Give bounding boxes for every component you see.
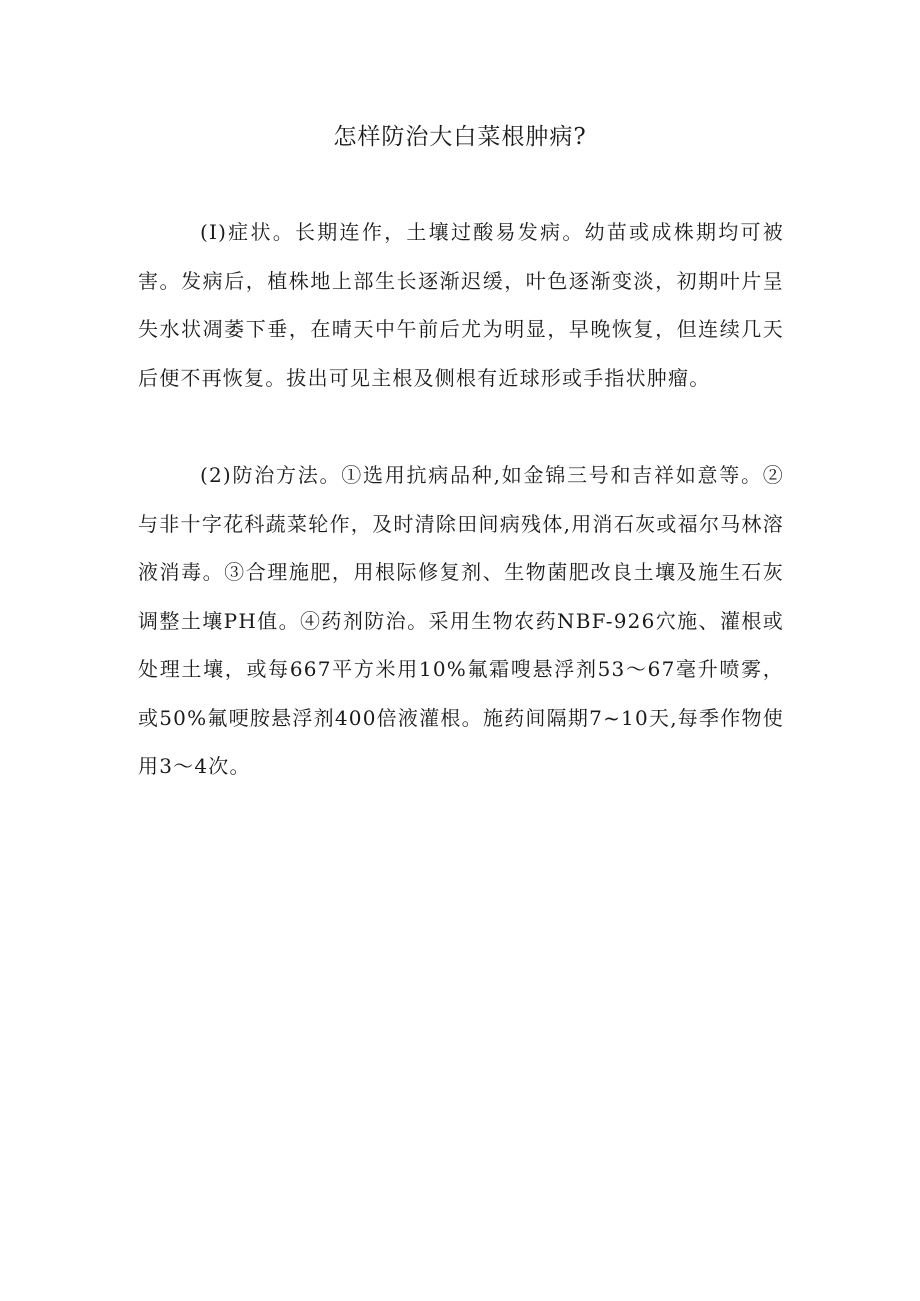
paragraph-text: (2)防治方法。①选用抗病品种,如金锦三号和吉祥如意等。②与非十字花科蔬菜轮作，及时清除田间病残体,用消石灰或福尔马林溶液消毒。③合理施肥，用根际修复剂、生物菌肥改良土壤及施生石灰调整土壤PH值。④药剂防治。采用生物农药NBF-926穴施、灌根或处理土壤，或每667平方米用10%氟霜嗖悬浮剂53～67毫升喷雾，或50%氟哽胺悬浮剂400倍液灌根。施药间隔期7~10天,每季作物使用3～4次。 xyxy=(138,463,784,778)
document-title: 怎样防治大白菜根肿病? xyxy=(333,124,587,150)
paragraph-symptoms xyxy=(138,208,784,402)
paragraph-prevention xyxy=(138,451,784,791)
paragraph-text: (I)症状。长期连作，土壤过酸易发病。幼苗或成株期均可被害。发病后，植株地上部生长逐渐迟缓，叶色逐渐变淡，初期叶片呈失水状凋萎下垂，在晴天中午前后尤为明显，早晚恢复，但连续几天后便不再恢复。拔出可见主根及侧根有近球形或手指状肿瘤。 xyxy=(138,220,784,390)
